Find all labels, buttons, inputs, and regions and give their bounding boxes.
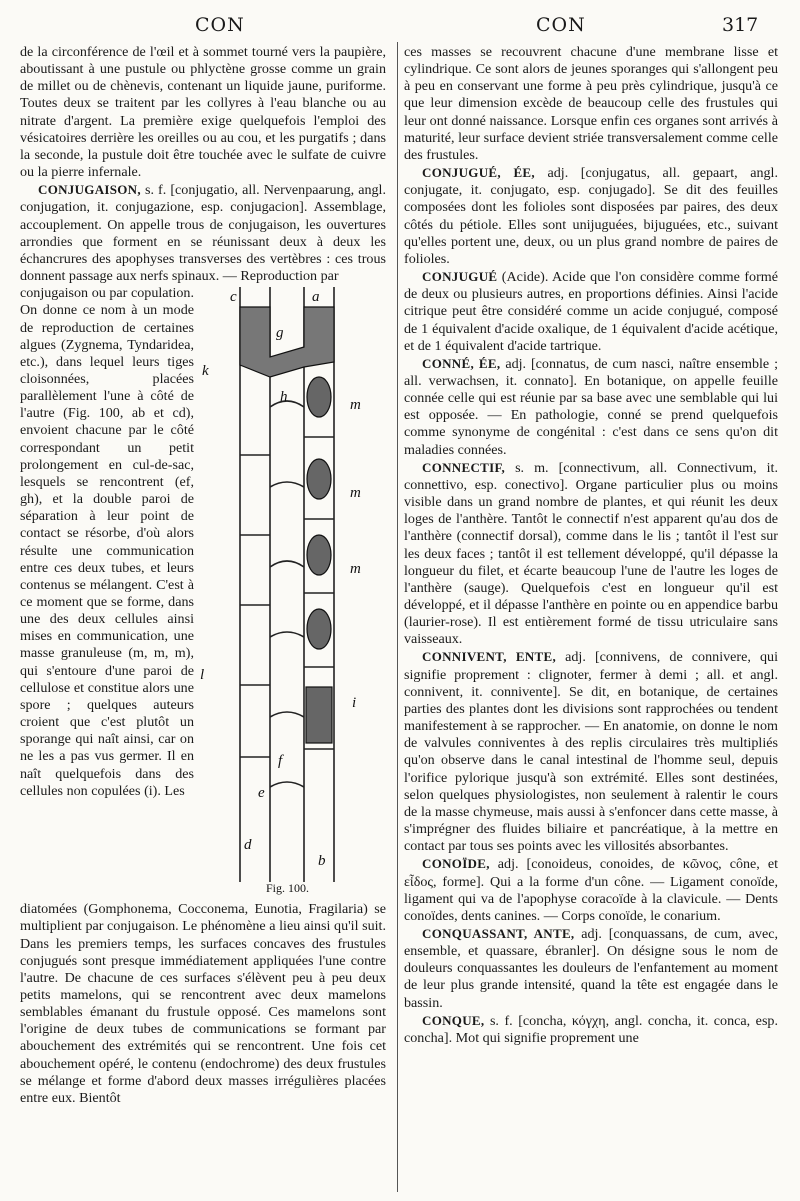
definition: adj. [conjugatus, all. gepaart, angl. conjugate, it. conjugato, esp. conjugado]. Se dit des feuilles composées dont les folioles sont disposées par paires, des deux côtés du pétiole. Elles sont unijuguées, bijuguées, etc., suivant qu'elles portent une, deux, ou un plus grand nombre de paires de folioles. [404,165,778,267]
entry-connivent [404,648,778,855]
svg-text:g: g [276,325,284,342]
figure-caption: Fig. 100. [266,881,310,896]
svg-text:m: m [350,561,361,578]
definition: adj. [connatus, de cum nasci, naître ensemble ; all. verwachsen, it. connato]. En botanique, on appelle feuille connée celle qui est réunie par sa base avec une semblable qui lui est opposée. — En pathologie, conné se prend quelquefois comme synonyme de congénital : c'est dans ce sens qu'on dit maladies connées. [404,355,778,458]
svg-text:e: e [258,785,265,802]
definition: (Acide). Acide que l'on considère comme formé de deux ou plusieurs autres, en proportions définies. Ainsi l'acide citrique peut être considéré comme un acide conjugué, composé de 1 équivalent d'acide oxalique, de 1 équivalent d'acide acétique, et de 1 équivalent d'acide tartrique. [404,269,778,354]
entry-conjugue [404,164,778,268]
figure-100 [200,287,386,897]
paragraph-continuation: de la circonférence de l'œil et à sommet tourné vers la paupière, aboutissant à une pustule ou phlyctène grosse comme un grain de millet ou de chènevis, contenant un liquide jaune, puriforme. Toutes deux se traitent par les collyres à l'eau blanche ou au nitrate d'argent. La première exige quelquefois l'emploi des vésicatoires derrière les oreilles ou au cou, et les purgatifs ; dans la seconde, la pustule doit être touchée avec le sulfate de cuivre ou la pierre infernale. [20,44,386,181]
paragraph-diatomees: diatomées (Gomphonema, Cocconema, Eunotia, Fragilaria) se multiplient par conjugaison. Le phénomène a lieu ainsi qu'il suit. Dans les premiers temps, les surfaces concaves des frustules conjugués sont presque immédiatement appliquées l'une contre l'autre. De chacune de ces surfaces s'élèvent peu à peu deux petits mamelons, qui se rencontrent avec deux mamelons semblables émanant du frustule opposé. Ces mamelons sont l'origine de deux tubes de communications se formant par abouchement des extrémités qui se rencontrent. Une fois cet abouchement opéré, le contenu (endochrome) des deux frustules se mélange et forme d'abord deux masses irrégulières placées entre eux. Bientôt [20,901,386,1106]
narrow-text: conjugaison ou par copulation. On donne ce nom à un mode de reproduction de certaines algues (Zygnema, Tyndaridea, etc.), dans lequel leurs tiges cloisonnées, placées parallèlement l'une à côté de l'autre (Fig. 100, ab et cd), envoient chacune par le côté correspondant un petit prolongement en cul-de-sac, lesquels se rencontrent (ef, gh), et la double paroi de séparation à leur point de contact se résorbe, d'où alors résulte une communication entre ces deux tubes, et leurs contenus se mélangent. C'est à ce moment que se forme, dans une des deux cellules ainsi mises en communication, une masse granuleuse (m, m, m), qui s'entoure d'une paroi de cellulose et constitue alors une spore ; quelques auteurs croient que c'est plutôt un sporange qui naît ainsi, car on ne les a pas vus germer. Il en naît quelquefois dans des cellules non copulées (i). Les [20,285,194,799]
entry-connectif [404,459,778,649]
svg-text:d: d [244,837,252,854]
headword: CONNECTIF, [422,459,506,475]
headword: CONJUGUÉ, ÉE, [422,165,535,181]
definition: s. f. [conjugatio, all. Nervenpaarung, angl. conjugation, it. conjugazione, esp. conjugacion]. Assemblage, accouplement. On appelle trous de conjugaison, les ouvertures arrondies que forment en se réunissant deux à deux les échancrures des apophyses transverses des vertèbres : ces trous donnent passage aux nerfs spinaux. — Reproduction par [20,182,386,285]
svg-text:f: f [278,753,283,770]
running-head-left: CON [195,14,245,36]
svg-text:l: l [200,667,205,684]
entry-conjugaison [20,181,386,285]
svg-text:a: a [312,289,320,306]
definition: adj. [conquassans, de cum, avec, ensemble, et quassare, ébranler]. On désigne sous le nom de douleurs conquassantes les douleurs de l'enfantement au moment de leur plus grande intensité, quand la tête est engagée dans le bassin. [404,925,778,1011]
entry-conoide [404,855,778,925]
definition: s. f. [concha, κόγχη, angl. concha, it. conca, esp. concha]. Mot qui signifie proprement une [404,1012,778,1046]
left-column [20,44,386,1107]
entry-conquassant [404,925,778,1012]
definition: adj. [connivens, de connivere, qui signifie proprement : clignoter, fermer à demi ; all. et angl. connivent, it. connivente]. Se dit, en botanique, de certaines parties des plantes dont les divisions sont rapprochées ou tendent manifestement à se rapprocher. — En anatomie, on donne le nom de valvules conniventes à des replis circulaires très multipliés qu'on observe dans le canal intestinal de l'homme seul, depuis l'orifice pylorique jusqu'à son extrémité. Elles sont destinées, selon quelques physiologistes, non seulement à ralentir le cours de la masse chymeuse, mais aussi à s'enfoncer dans cette masse, à s'imprégner des fluides biliaire et pancréatique, à la mettre en contact par tous ses points avec les villosités absorbantes. [404,649,778,855]
definition: adj. [conoideus, conoides, de κῶνος, cône, et εἶδος, forme]. Qui a la forme d'un cône. — Ligament conoïde, ligament qui va de l'apophyse coracoïde à la clavicule. — Dents conoïdes, dents canines. — Corps conoïde, le conarium. [404,856,778,924]
page-header [0,6,800,34]
running-head-right: CON [536,14,586,36]
entry-conjugue-acide [404,268,778,355]
headword: CONNÉ, ÉE, [422,355,501,371]
svg-text:i: i [352,695,357,712]
headword: CONQUE, [422,1012,485,1028]
paragraph-continuation: ces masses se recouvrent chacune d'une membrane lisse et cylindrique. Ce sont alors de jeunes sporanges qui s'allongent peu à peu en conservant une forme à peu près cylindrique, jusqu'à ce que leur dimension excède de beaucoup celle des frustules qui leur ont donné naissance. Lorsque enfin ces organes sont arrivés à maturité, leur surface devient striée transversalement comme celle des frustules. [404,44,778,163]
definition: s. m. [connectivum, all. Connectivum, it. connettivo, esp. conectivo]. Organe particulier plus ou moins visible dans un grand nombre de plantes, et qui réunit les deux loges de l'anthère. Tantôt le connectif n'est apparent qu'au dos de l'anthère (connectif dorsal), comme dans le lis ; tantôt il l'est sur les deux faces ; tantôt il est tellement développé, qu'il dépasse la longueur du filet, et écarte beaucoup l'une de l'autre les loges de l'anthère (sauge). Quelquefois c'est en longueur qu'il est développé, et il dépasse l'anthère en pointe ou en appendice barbu (laurier-rose). Il est entièrement formé de tissu utriculaire sans vaisseaux. [404,459,778,648]
svg-text:h: h [280,389,288,406]
column-divider [397,42,398,1192]
entry-conque [404,1012,778,1047]
page-number: 317 [722,14,759,36]
svg-text:b: b [318,853,326,870]
right-column [404,44,778,1047]
svg-text:k: k [202,363,209,380]
svg-text:c: c [230,289,237,306]
headword: CONOÏDE, [422,856,490,872]
headword: CONNIVENT, ENTE, [422,649,557,665]
headword: CONQUASSANT, ANTE, [422,925,575,941]
svg-text:m: m [350,485,361,502]
entry-conne [404,355,778,459]
conjugation-illustration [200,287,386,897]
headword: CONJUGUÉ [422,269,498,285]
svg-text:m: m [350,397,361,414]
headword: CONJUGAISON, [38,182,141,198]
